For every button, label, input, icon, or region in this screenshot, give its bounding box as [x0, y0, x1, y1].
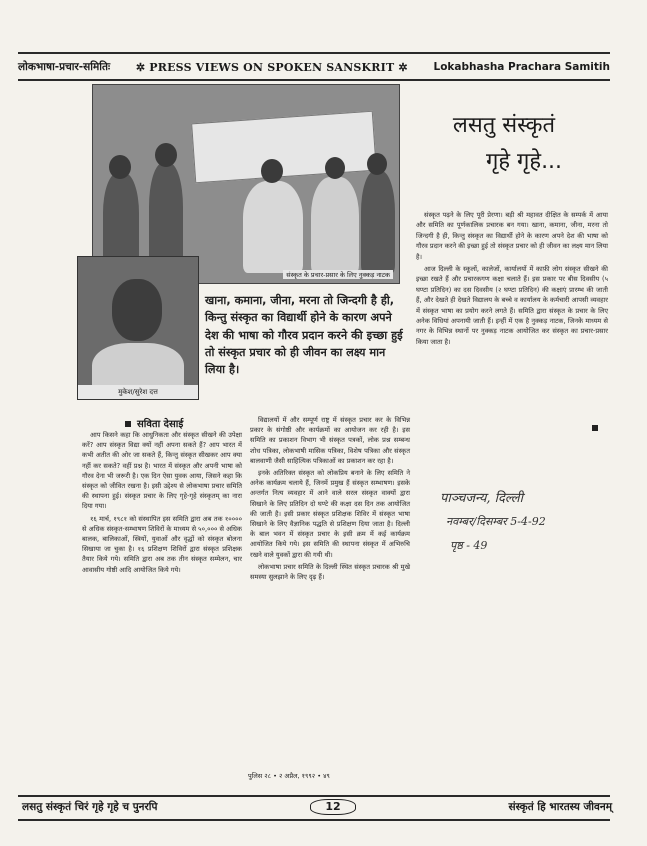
footer-right: संस्कृतं हि भारतस्य जीवनम्: [508, 801, 612, 813]
column-b-paragraph: इनके अतिरिक्त संस्कृत को लोकप्रिय बनाने के लिए समिति ने अनेक कार्यक्रम चलाये हैं, जिनमें प्रमुख हैं संस्कृत सम्भाषण। इसके अन्तर्गत नित्य व्यवहार में आने वाले सरल संस्कृत वाक्यों द्वारा सिखाने के लिए प्रतिदिन दो घण्टे की कक्षा दस दिन तक आयोजित की जाती है। इसी प्रकार संस्कृत प्रशिक्षक शिविर में संस्कृत भाषा सिखाने के लिए वैज्ञानिक पद्धति से प्रशिक्षण दिया जाता है। दिल्ली के बाल भवन में संस्कृत प्रचार के इसी क्रम में कई कार्यक्रम आयोजित किये गये। इस समिति की स्थापना संस्कृत में अभिरुचि रखने वाले युवकों द्वारा की गयी थी।: [250, 469, 410, 559]
masthead: [18, 56, 610, 78]
article-title-line2: गृहे गृहे...: [485, 149, 563, 174]
footer-left: लसतु संस्कृतं चिरं गृहे गृहे च पुनरपि: [22, 801, 158, 813]
column-b: [250, 415, 410, 584]
handwritten-page: पृष्ठ - 49: [450, 539, 488, 552]
masthead-left: लोकभाषा-प्रचार-समितिः: [18, 61, 111, 73]
right-paragraph: आज दिल्ली के स्कूलों, कालेजों, कार्यालयों में काफ़ी लोग संस्कृत सीखने की इच्छा रखते हैं और प्रचारकगण कक्षा चलाते हैं। इस प्रकार पर बीस दिवसीय (५ घण्टा प्रतिदिन) का दस दिवसीय (२ घण्टा प्रतिदिन) की कक्षाएं प्रारम्भ की जाती हैं, और देखते ही देखते विद्यालय के बच्चे व कार्यालय के कर्मचारी आपसी व्यवहार में संस्कृत भाषा का प्रयोग करने लगते हैं। समिति द्वारा संस्कृत के प्रचार के लिए अनेक विधियां अपनायी जाती हैं। इन्हीं में एक है नुक्कड़ नाटक, जिनके माध्यम से नगर के विभिन्न स्थानों पर नुक्कड़ नाटक आयोजित कर संस्कृत का प्रचार-प्रसार किया जाता है।: [416, 265, 608, 346]
right-column: [416, 210, 608, 349]
page-number: 12: [310, 799, 355, 815]
header-top-rule: [18, 52, 610, 54]
byline-name: सविता देसाई: [137, 419, 184, 430]
footer-top-rule: [18, 795, 610, 797]
right-paragraph: संस्कृत पढ़ने के लिए पूरी प्रेरणा। बड़ी श्री महावत दीक्षित के सम्पर्क में आया और समिति का पूर्णकालिक प्रचारक बन गया। खाना, कमाना, जीना, मरना तो जिन्दगी है ही, किन्तु संस्कृत का विद्यार्थी होने के कारण अपने देश की भाषा को गौरव प्रदान करने की इच्छा हुई तो संस्कृत प्रचार को ही जीवन का लक्ष्य मान लिया है।: [416, 211, 608, 261]
pull-quote: खाना, कमाना, जीना, मरना तो जिन्दगी है ही, किन्तु संस्कृत का विद्यार्थी होने के कारण अपने देश की भाषा को गौरव प्रदान करने की इच्छा हुई तो संस्कृत प्रचार को ही जीवन का लक्ष्य मान लिया है।: [205, 294, 403, 377]
column-a: [82, 430, 242, 577]
handwritten-source: पाञ्चजन्य, दिल्ली: [440, 491, 523, 506]
byline: [125, 416, 183, 430]
portrait-caption: मुकेश/सुरेश दत्त: [78, 385, 198, 399]
handwritten-date: नवम्बर/दिसम्बर 5-4-92: [446, 515, 546, 528]
masthead-right: Lokabhasha Prachara Samitih: [433, 61, 610, 73]
column-a-paragraph: आप किसने कहा कि आधुनिकता और संस्कृत सीखने की उपेक्षा करें? आप संस्कृत विद्या क्यों नहीं अपना सकते हैं? आप भारत में कभी अतीत की ओर जा सकते हैं, किन्तु संस्कृत सीखकर आप क्या नहीं कर सकते? वहीं प्रश्न है। भारत में संस्कृत और अपनी भाषा को गौरव देना भी जरूरी है। एक दिन ऐसा युवक आया, जिसने कहा कि संस्कृत को जीवित रखना है। इसी उद्देश्य से लोकभाषा प्रचार समिति की स्थापना हुई। संस्कृत प्रचार के लिए गृहे-गृहे संस्कृतम् का नारा दिया गया।: [82, 431, 242, 511]
column-a-paragraph: १६ मार्च, १९८१ को संस्थापित इस समिति द्वारा अब तक १०००० से अधिक संस्कृत-सम्भाषण शिविरों के माध्यम से ५०,००० से अधिक बालक, बालिकाओं, स्त्रियों, युवाओं और वृद्धों को संस्कृत बोलना सिखाया जा चुका है। १६ प्रशिक्षण शिविरों द्वारा संस्कृत प्रशिक्षक तैयार किये गये। समिति द्वारा अब तक तीन संस्कृत सम्मेलन, चार आवासीय गोष्ठी आदि आयोजित किये गये।: [82, 514, 242, 574]
masthead-center: ✲ PRESS VIEWS ON SPOKEN SANSKRIT ✲: [135, 60, 408, 74]
page-footer: [22, 798, 612, 816]
footer-bottom-rule: [18, 819, 610, 821]
photo-caption: संस्कृत के प्रचार-प्रसार के लिए नुक्कड़ नाटक: [283, 270, 393, 279]
end-mark: [592, 425, 598, 431]
photo-banner: [191, 111, 377, 184]
column-b-paragraph: विद्यालयों में और सम्पूर्ण राष्ट्र में संस्कृत प्रचार कर के विभिन्न प्रकार के संगोष्ठी और कार्यक्रमों का आयोजन कर रही है। इस समिति का प्रकाशन विभाग भी संस्कृत पत्रकों, लोक प्रश्न सम्बन्ध शोध पत्रिका, लोकभाषी मासिक पत्रिका, विशेष पत्रिका और संस्कृत बालवाणी जैसी साहित्यिक पत्रिकाओं का प्रकाशन कर रहा है।: [250, 416, 410, 465]
header-bottom-rule: [18, 79, 610, 81]
street-play-photo: [92, 84, 400, 284]
article-title-line1: लसतु संस्कृतं: [452, 113, 556, 138]
portrait-photo: [77, 256, 199, 400]
article-title: [404, 108, 604, 180]
print-date: पुलिस २८ • २ अप्रैल, १९९२ • ४९: [248, 772, 330, 780]
column-b-paragraph: लोकभाषा प्रचार समिति के दिल्ली स्थित संस्कृत प्रचारक श्री मुखे समस्या सुलझाने के लिए दृढ़ हैं।: [250, 562, 410, 582]
